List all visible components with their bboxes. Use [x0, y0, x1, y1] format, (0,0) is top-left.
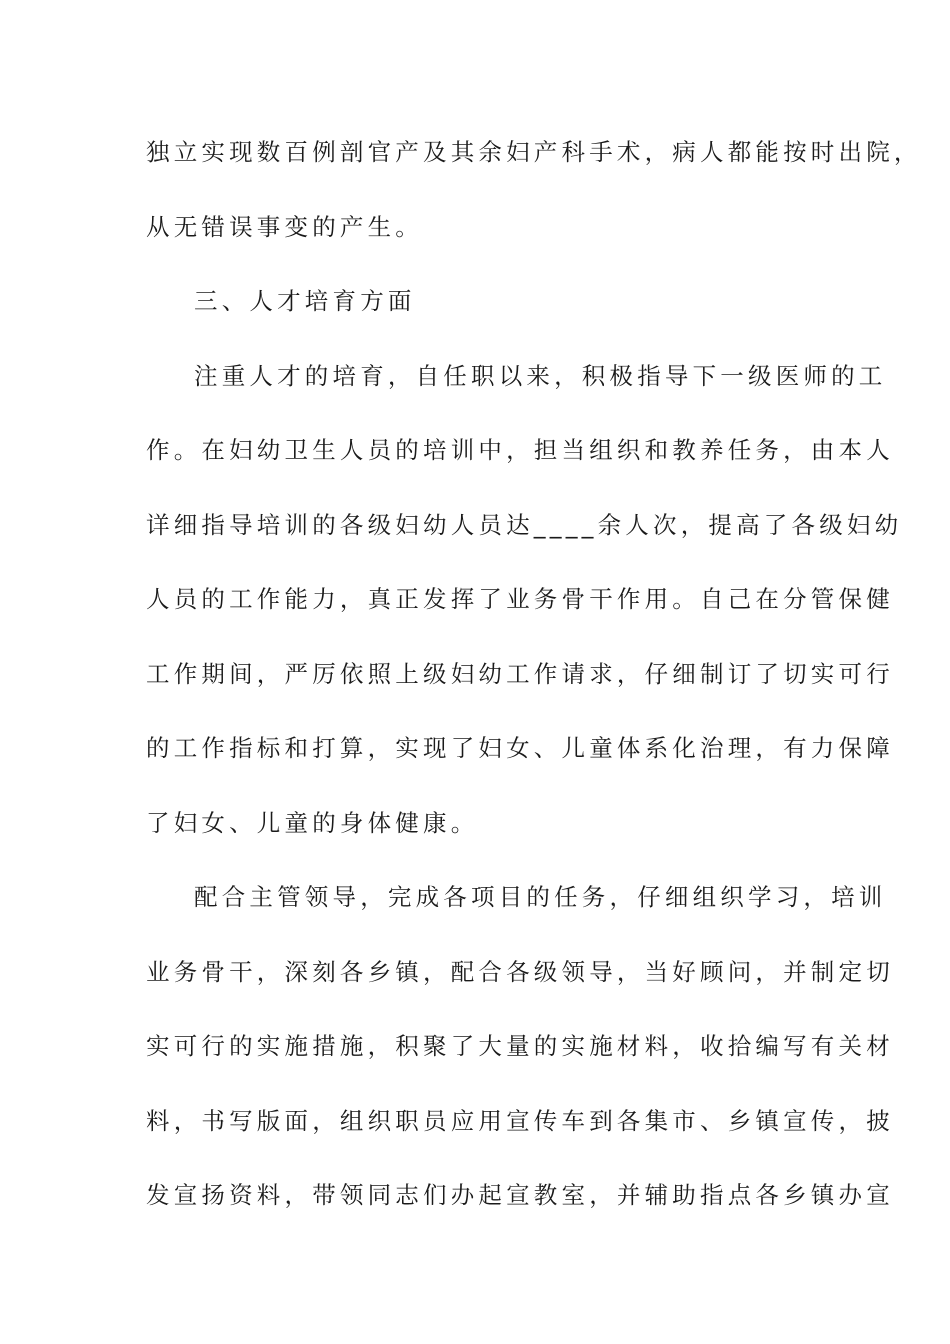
text-line: 实可行的实施措施，积聚了大量的实施材料，收拾编写有关材: [146, 1032, 894, 1060]
text-line: 详细指导培训的各级妇幼人员达____余人次，提高了各级妇幼: [146, 511, 903, 539]
text-line: 作。在妇幼卫生人员的培训中，担当组织和教养任务，由本人: [146, 436, 894, 464]
section-heading: 三、人才培育方面: [194, 287, 416, 315]
text-line: 的工作指标和打算，实现了妇女、儿童体系化治理，有力保障: [146, 734, 894, 762]
text-line: 人员的工作能力，真正发挥了业务骨干作用。自己在分管保健: [146, 585, 894, 613]
text-line: 注重人才的培育，自任职以来，积极指导下一级医师的工: [194, 362, 887, 390]
text-line: 发宣扬资料，带领同志们办起宣教室，并辅助指点各乡镇办宣: [146, 1181, 894, 1209]
text-line: 了妇女、儿童的身体健康。: [146, 809, 479, 837]
text-line: 工作期间，严厉依照上级妇幼工作请求，仔细制订了切实可行: [146, 660, 894, 688]
text-line: 独立实现数百例剖官产及其余妇产科手术，病人都能按时出院，: [146, 138, 922, 166]
text-line: 配合主管领导，完成各项目的任务，仔细组织学习，培训: [194, 883, 887, 911]
text-line: 料，书写版面，组织职员应用宣传车到各集市、乡镇宣传，披: [146, 1107, 894, 1135]
text-line: 从无错误事变的产生。: [146, 213, 423, 241]
text-line: 业务骨干，深刻各乡镇，配合各级领导，当好顾问，并制定切: [146, 958, 894, 986]
